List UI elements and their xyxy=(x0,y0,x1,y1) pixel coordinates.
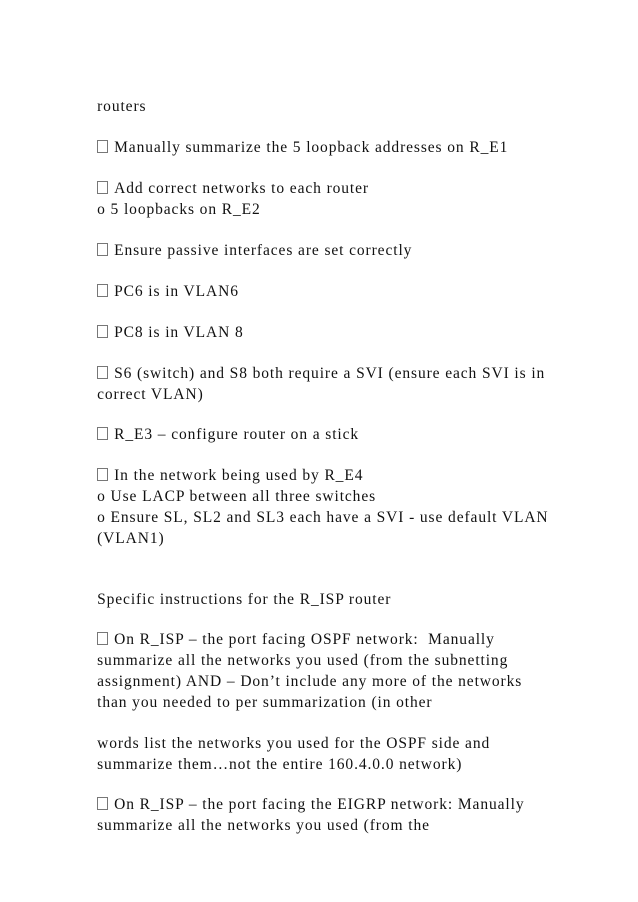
line-text: Specific instructions for the R_ISP router xyxy=(97,591,392,608)
line-text: On R_ISP – the port facing the EIGRP network: Manually xyxy=(114,796,525,813)
line-text: summarize all the networks you used (from the subnetting xyxy=(97,652,509,669)
bullet-box-icon xyxy=(97,243,108,256)
line-text: Ensure passive interfaces are set correctly xyxy=(114,242,413,259)
line-text: S6 (switch) and S8 both require a SVI (ensure each SVI is in xyxy=(114,365,546,382)
line-text: o Use LACP between all three switches xyxy=(97,488,377,505)
line-text: R_E3 – configure router on a stick xyxy=(114,426,360,443)
line-text: (VLAN1) xyxy=(97,530,165,547)
text-line-continuation xyxy=(78,796,430,856)
line-text: Add correct networks to each router xyxy=(114,180,369,197)
bullet-box-icon xyxy=(97,427,108,440)
line-text: routers xyxy=(97,98,147,115)
line-text: PC6 is in VLAN6 xyxy=(114,283,239,300)
line-text: In the network being used by R_E4 xyxy=(114,467,364,484)
line-text: assignment) AND – Don’t include any more of the networks xyxy=(97,673,523,690)
line-text: PC8 is in VLAN 8 xyxy=(114,324,244,341)
bullet-box-icon xyxy=(97,325,108,338)
line-text: o 5 loopbacks on R_E2 xyxy=(97,201,261,218)
line-text: o Ensure SL, SL2 and SL3 each have a SVI - use default VLAN xyxy=(97,509,549,526)
line-text: words list the networks you used for the OSPF side and xyxy=(97,735,491,752)
line-text: than you needed to per summarization (in other xyxy=(97,694,433,711)
line-text: On R_ISP – the port facing OSPF network: Manually xyxy=(114,631,495,648)
line-text: summarize them…not the entire 160.4.0.0 network) xyxy=(97,756,463,773)
line-text: summarize all the networks you used (from the xyxy=(97,817,430,834)
line-text: correct VLAN) xyxy=(97,386,204,403)
bullet-box-icon xyxy=(97,140,108,153)
text-line-continuation xyxy=(78,509,165,569)
line-text: Manually summarize the 5 loopback addresses on R_E1 xyxy=(114,139,509,156)
bullet-box-icon xyxy=(97,284,108,297)
